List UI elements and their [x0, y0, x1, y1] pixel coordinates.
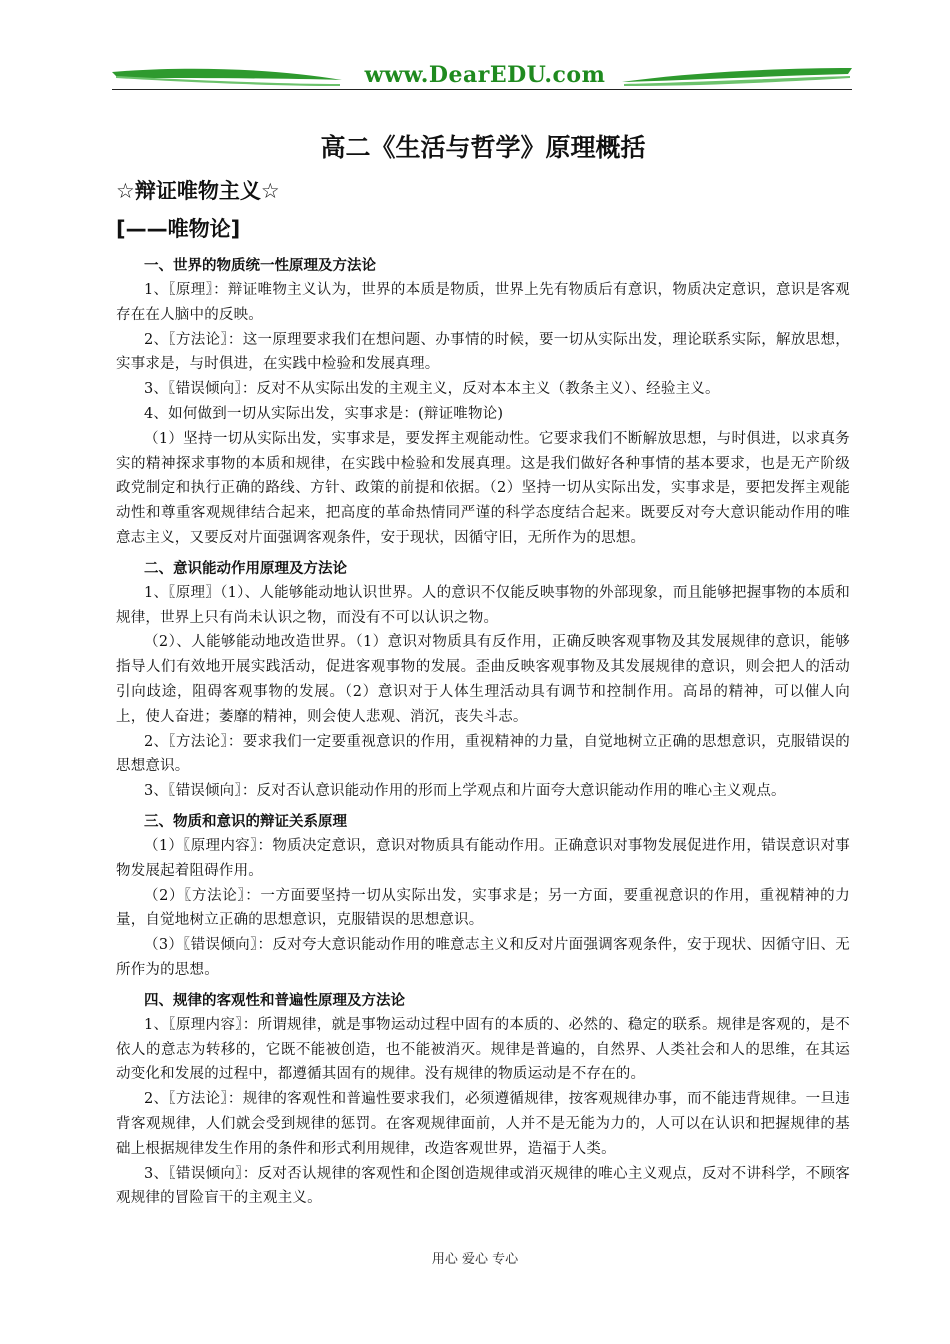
section-heading: 一、世界的物质统一性原理及方法论 — [144, 258, 376, 274]
section-3 — [116, 810, 850, 983]
right-leaf-swoosh — [622, 68, 852, 82]
header-rule — [112, 89, 852, 90]
section-1 — [116, 254, 850, 551]
paragraph: 1、〖原理〗（1）、人能够能动地认识世界。人的意识不仅能反映事物的外部现象，而且能够把握事物的本质和规律，世界上只有尚未认识之物，而没有不可以认识之物。 — [116, 584, 850, 626]
paragraph: （2）〖方法论〗：一方面要坚持一切从实际出发，实事求是；另一方面，要重视意识的作用，重视精神的力量，自觉地树立正确的思想意识，克服错误的思想意识。 — [116, 887, 850, 929]
document-title: 高二《生活与哲学》原理概括 — [320, 133, 646, 162]
paragraph: （1）〖原理内容〗：物质决定意识，意识对物质具有能动作用。正确意识对事物发展促进作用，错误意识对事物发展起着阻碍作用。 — [116, 837, 850, 879]
section-heading: 三、物质和意识的辩证关系原理 — [144, 813, 347, 830]
paragraph: 3、〖错误倾向〗：反对不从实际出发的主观主义，反对本本主义（教条主义）、经验主义。 — [144, 381, 720, 398]
paragraph: 2、〖方法论〗：要求我们一定要重视意识的作用，重视精神的力量，自觉地树立正确的思想意识，克服错误的思想意识。 — [116, 733, 850, 775]
section-heading: 四、规律的客观性和普遍性原理及方法论 — [144, 992, 405, 1009]
paragraph: 1、〖原理〗：辩证唯物主义认为，世界的本质是物质，世界上先有物质后有意识，物质决定意识，意识是客观存在在人脑中的反映。 — [116, 282, 850, 323]
section-heading: 二、意识能动作用原理及方法论 — [144, 560, 347, 577]
paragraph: 2、〖方法论〗：规律的客观性和普遍性要求我们，必须遵循规律，按客观规律办事，而不能违背规律。一旦违背客观规律，人们就会受到规律的惩罚。在客观规律面前，人并不是无能为力的，人可以在认识和把握规律的基础上根据规律发生作用的条件和形式利用规律，改造客观世界，造福于人类。 — [116, 1091, 850, 1157]
paragraph: 3、〖错误倾向〗：反对否认规律的客观性和企图创造规律或消灭规律的唯心主义观点，反对不讲科学，不顾客观规律的冒险盲干的主观主义。 — [116, 1165, 850, 1207]
site-header — [112, 58, 852, 98]
page-footer: 用心 爱心 专心 — [431, 1252, 519, 1267]
document-body — [116, 128, 850, 1211]
paragraph: 3、〖错误倾向〗：反对否认意识能动作用的形而上学观点和片面夸大意识能动作用的唯心主义观点。 — [144, 783, 786, 800]
paragraph: 4、如何做到一切从实际出发，实事求是：(辩证唯物论) — [144, 405, 504, 422]
paragraph: 1、〖原理内容〗：所谓规律，就是事物运动过程中固有的本质的、必然的、稳定的联系。规律是客观的，是不依人的意志为转移的，它既不能被创造，也不能被消灭。规律是普遍的，自然界、人类社会和人的思维，在其运动变化和发展的过程中，都遵循其固有的规律。没有规律的物质运动是不存在的。 — [116, 1016, 850, 1083]
paragraph: 2、〖方法论〗：这一原理要求我们在想问题、办事情的时候，要一切从实际出发，理论联系实际，解放思想，实事求是，与时俱进，在实践中检验和发展真理。 — [116, 331, 850, 373]
site-logo-text: www.DearEDU.com — [364, 62, 606, 88]
paragraph: （1）坚持一切从实际出发，实事求是，要发挥主观能动性。它要求我们不断解放思想，与时俱进，以求真务实的精神探求事物的本质和规律，在实践中检验和发展真理。这是我们做好各种事情的基本要求，也是无产阶级政党制定和执行正确的路线、方针、政策的前提和依据。（2）坚持一切从实际出发，实事求是，要把发挥主观能动性和尊重客观规律结合起来，把高度的革命热情同严谨的科学态度结合起来。既要反对夸大意识能动作用的唯意志主义，又要反对片面强调客观条件，安于现状，因循守旧，无所作为的思想。 — [116, 430, 850, 546]
paragraph: （2）、人能够能动地改造世界。（1）意识对物质具有反作用，正确反映客观事物及其发展规律的意识，能够指导人们有效地开展实践活动，促进客观事物的发展。歪曲反映客观事物及其发展规律的意识，则会把人的活动引向歧途，阻碍客观事物的发展。（2）意识对于人体生理活动具有调节和控制作用。高昂的精神，可以催人向上，使人奋进；萎靡的精神，则会使人悲观、消沉，丧失斗志。 — [116, 634, 850, 725]
section-2 — [116, 557, 850, 804]
subpart-heading: [——唯物论] — [116, 217, 241, 241]
section-4 — [116, 989, 850, 1211]
part-heading: ☆辩证唯物主义☆ — [116, 179, 280, 203]
paragraph: （3）〖错误倾向〗：反对夸大意识能动作用的唯意志主义和反对片面强调客观条件，安于现状、因循守旧、无所作为的思想。 — [116, 937, 850, 978]
